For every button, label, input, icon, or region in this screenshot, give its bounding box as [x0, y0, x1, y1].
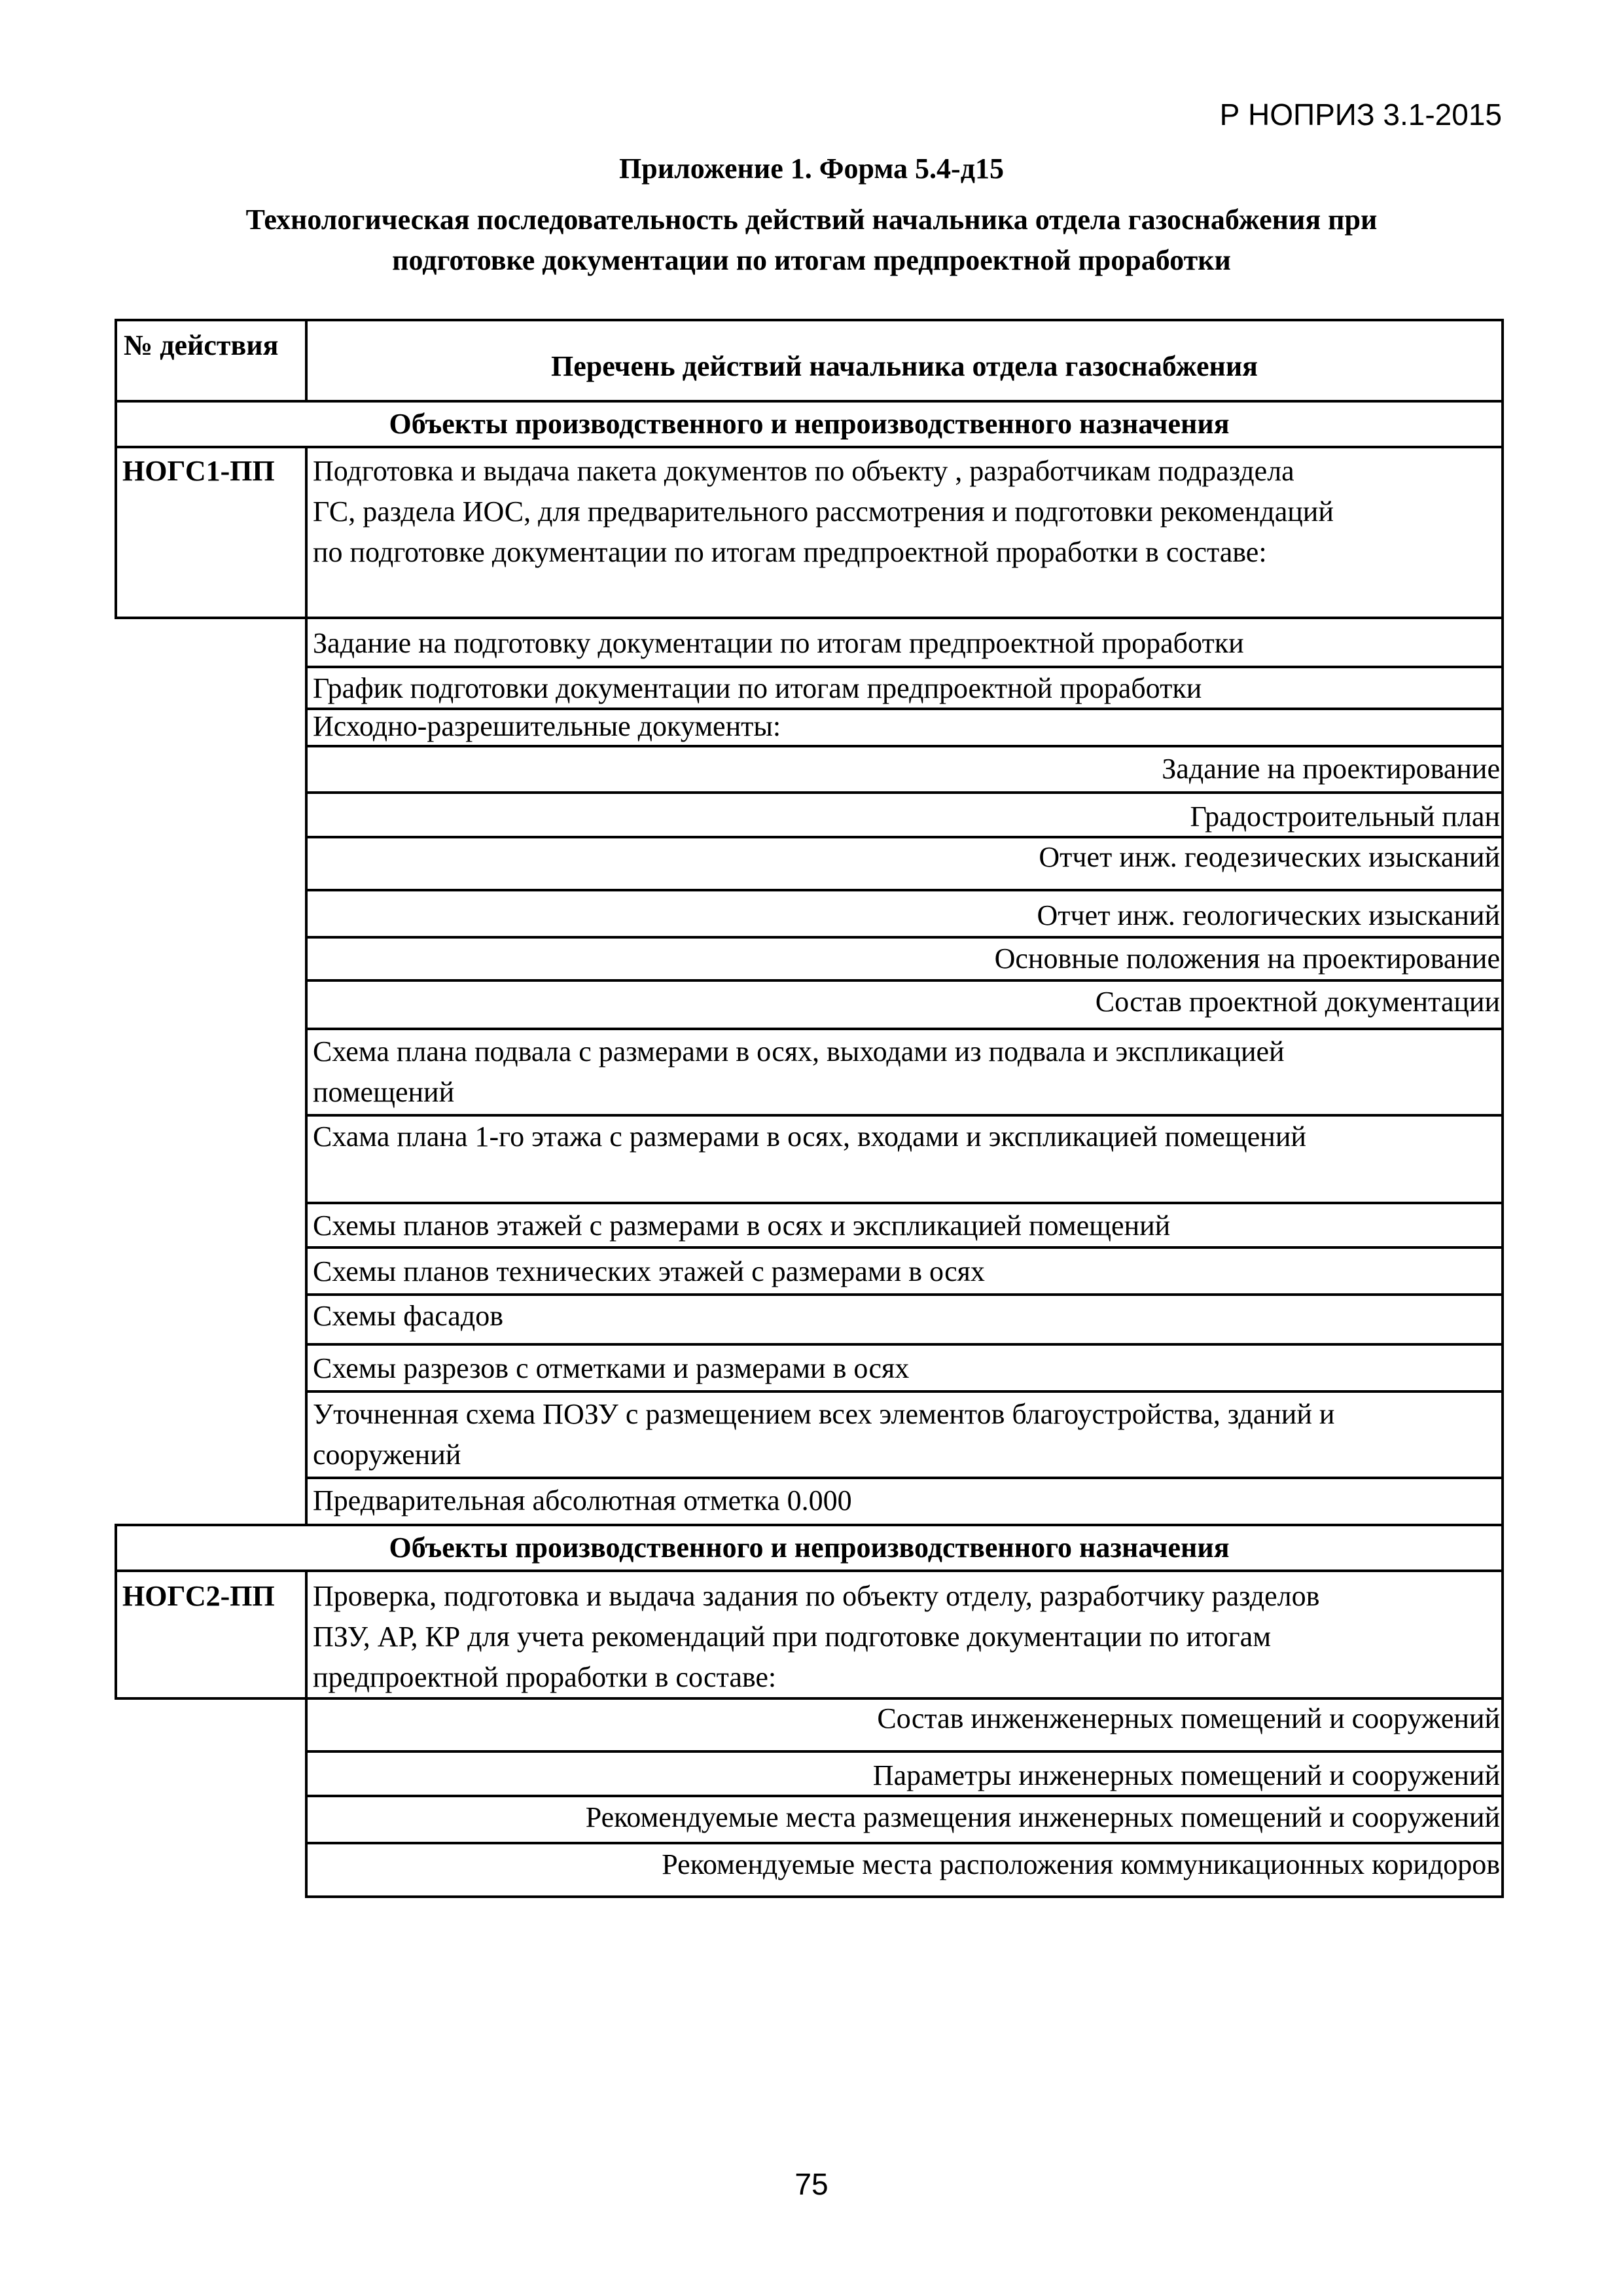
- title-line-2: подготовке документации по итогам предпроектной проработки: [392, 244, 1231, 276]
- list-item: Рекомендуемые места расположения коммуникационных коридоров: [305, 1842, 1504, 1898]
- col-num-header: № действия: [124, 329, 279, 361]
- section1-action-line-2: ГС, раздела ИОС, для предварительного рассмотрения и подготовки рекомендаций: [313, 495, 1334, 528]
- section1-heading-cell: [115, 400, 1504, 448]
- list-item: Исходно-разрешительные документы:: [305, 708, 1504, 747]
- list-item: Отчет инж. геодезических изысканий: [305, 836, 1504, 891]
- section2-code-cell: [115, 1570, 308, 1700]
- list-item: Схемы разрезов с отметками и размерами в осях: [305, 1343, 1504, 1393]
- list-item: Рекомендуемые места размещения инженерных помещений и сооружений: [305, 1795, 1504, 1844]
- list-item: Состав инженженерных помещений и сооружений: [305, 1697, 1504, 1753]
- col-actions-header: Перечень действий начальника отдела газоснабжения: [551, 350, 1258, 382]
- document-code: Р НОПРИЗ 3.1-2015: [1219, 98, 1502, 132]
- list-item: Схема плана подвала с размерами в осях, выходами из подвала и экспликацией помещений: [305, 1028, 1504, 1117]
- section2-action-line-1: Проверка, подготовка и выдача задания по объекту отделу, разработчику разделов: [313, 1580, 1320, 1612]
- section2-heading: Объекты производственного и непроизводственного назначения: [389, 1532, 1230, 1564]
- section1-action-line-3: по подготовке документации по итогам предпроектной проработки в составе:: [313, 536, 1267, 568]
- section2-heading-cell: [115, 1524, 1504, 1572]
- list-item: Схама плана 1-го этажа с размерами в осях, входами и экспликацией помещений: [305, 1114, 1504, 1204]
- section1-action-cell: [305, 446, 1504, 619]
- list-item: Предварительная абсолютная отметка 0.000: [305, 1477, 1504, 1526]
- list-item: Задание на проектирование: [305, 745, 1504, 794]
- list-item: Схемы планов технических этажей с размерами в осях: [305, 1246, 1504, 1296]
- header-num-cell: [115, 319, 308, 403]
- list-item: Схемы фасадов: [305, 1293, 1504, 1346]
- section2-action-line-2: ПЗУ, АР, КР для учета рекомендаций при подготовке документации по итогам: [313, 1621, 1272, 1653]
- appendix-title: Приложение 1. Форма 5.4-д15: [619, 152, 1004, 185]
- section1-heading: Объекты производственного и непроизводственного назначения: [389, 408, 1230, 440]
- section2-code: НОГС2-ПП: [122, 1580, 275, 1612]
- list-item: Состав проектной документации: [305, 979, 1504, 1030]
- section1-code: НОГС1-ПП: [122, 455, 275, 487]
- section1-code-cell: [115, 446, 308, 619]
- page-number: 75: [794, 2167, 829, 2201]
- list-item: Схемы планов этажей с размерами в осях и экспликацией помещений: [305, 1202, 1504, 1249]
- list-item: Уточненная схема ПОЗУ с размещением всех элементов благоустройства, зданий и сооружений: [305, 1390, 1504, 1479]
- header-actions-cell: [305, 319, 1504, 403]
- title-line-1: Технологическая последовательность действий начальника отдела газоснабжения при: [245, 204, 1378, 236]
- section1-action-line-1: Подготовка и выдача пакета документов по объекту , разработчикам подраздела: [313, 455, 1294, 487]
- list-item: Основные положения на проектирование: [305, 936, 1504, 982]
- section2-action-line-3: предпроектной проработки в составе:: [313, 1661, 777, 1693]
- list-item: Отчет инж. геологических изысканий: [305, 889, 1504, 939]
- list-item: Параметры инженерных помещений и сооружений: [305, 1750, 1504, 1797]
- list-item: Градостроительный план: [305, 791, 1504, 838]
- list-item: Задание на подготовку документации по итогам предпроектной проработки: [305, 617, 1504, 668]
- list-item: График подготовки документации по итогам предпроектной проработки: [305, 666, 1504, 710]
- document-title: [131, 200, 1492, 281]
- section2-action-cell: [305, 1570, 1504, 1700]
